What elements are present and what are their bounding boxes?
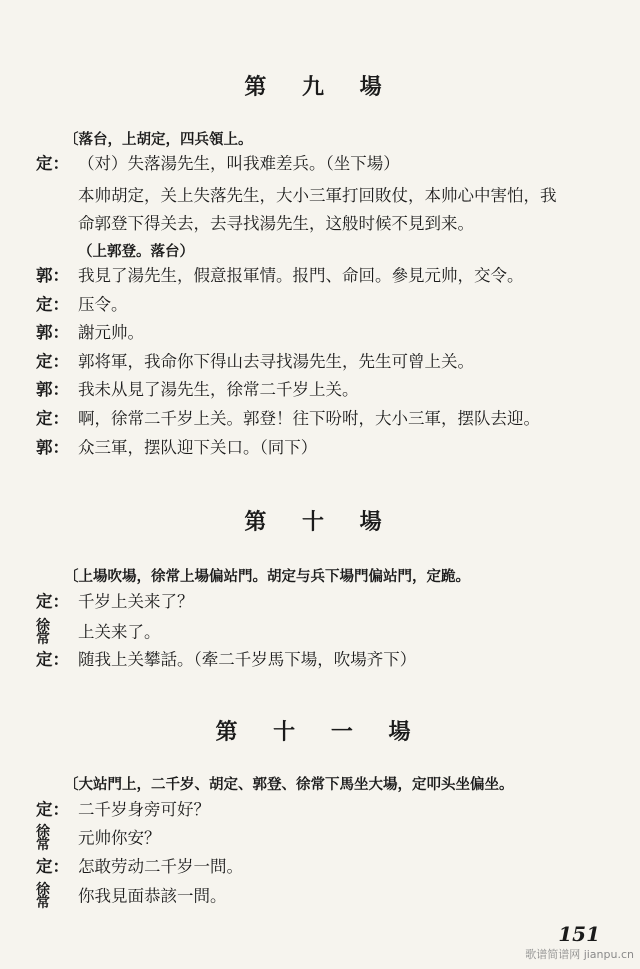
dialogue-line	[36, 436, 632, 460]
dialogue-line	[36, 620, 632, 646]
speaker: 郭：	[36, 266, 69, 285]
speaker: 定：	[36, 857, 69, 876]
line-text: 众三軍，摆队迎下关口。（同下）	[78, 438, 318, 457]
speaker: 徐 常	[36, 618, 50, 647]
speaker: 徐 常	[36, 882, 50, 911]
scene-10-stage-direction: 〔上場吹場，徐常上場偏站門。胡定与兵下場門偏站門，定跪。	[64, 568, 470, 585]
dialogue-line	[36, 350, 632, 374]
line-text: 二千岁身旁可好？	[78, 800, 210, 819]
line-text: 怎敢劳动二千岁一問。	[78, 857, 243, 876]
scene-9-stage-direction: 〔落台，上胡定，四兵領上。	[64, 131, 253, 148]
speaker: 定：	[36, 800, 69, 819]
line-text: 謝元帅。	[78, 323, 144, 342]
stage-direction: （上郭登。落台）	[78, 243, 194, 260]
speaker: 郭：	[36, 323, 69, 342]
dialogue-line	[36, 264, 632, 288]
speaker: 郭：	[36, 438, 69, 457]
dialogue-line	[36, 798, 632, 822]
speaker: 定：	[36, 592, 69, 611]
speaker: 定：	[36, 352, 69, 371]
line-text: 你我見面恭該一問。	[78, 886, 227, 906]
page-number: 151	[558, 922, 600, 946]
dialogue-continuation: 本帅胡定，关上失落先生，大小三軍打回敗仗，本帅心中害怕，我	[78, 186, 557, 205]
line-text: 上关来了。	[78, 622, 161, 642]
dialogue-line	[36, 152, 632, 176]
speaker: 徐 常	[36, 824, 50, 853]
speaker: 定：	[36, 154, 69, 173]
line-text: 啊，徐常二千岁上关。郭登！往下吩咐，大小三軍，摆队去迎。	[78, 409, 540, 428]
line-text: 郭将軍，我命你下得山去寻找湯先生，先生可曾上关。	[78, 352, 474, 371]
watermark: 歌谱简谱网 jianpu.cn	[525, 948, 634, 961]
line-text: 我未从見了湯先生，徐常二千岁上关。	[78, 380, 359, 399]
line-text: 压令。	[78, 295, 128, 314]
line-text: （对）失落湯先生，叫我难差兵。（坐下場）	[78, 154, 400, 173]
dialogue-line	[36, 855, 632, 879]
line-text: 元帅你安？	[78, 828, 161, 848]
speaker: 定：	[36, 650, 69, 669]
line-text: 随我上关攀話。（牽二千岁馬下場，吹場齐下）	[78, 650, 417, 669]
speaker: 定：	[36, 409, 69, 428]
scene-10-title: 第 十 場	[244, 509, 396, 535]
speaker: 定：	[36, 295, 69, 314]
line-text: 我見了湯先生，假意报軍情。报門、命回。參見元帅，交令。	[78, 266, 524, 285]
dialogue-line	[36, 293, 632, 317]
line-text: 千岁上关来了？	[78, 592, 194, 611]
dialogue-line	[36, 826, 632, 852]
scene-11-title: 第 十 一 場	[215, 719, 425, 745]
dialogue-line	[36, 378, 632, 402]
dialogue-line	[36, 590, 632, 614]
dialogue-line	[36, 407, 632, 431]
scene-9-title: 第 九 場	[244, 74, 396, 100]
speaker: 郭：	[36, 380, 69, 399]
scene-11-stage-direction: 〔大站門上，二千岁、胡定、郭登、徐常下馬坐大場，定叩头坐偏坐。	[64, 776, 514, 793]
dialogue-line	[36, 321, 632, 345]
dialogue-line	[36, 648, 632, 672]
dialogue-continuation: 命郭登下得关去，去寻找湯先生，这般时候不見到来。	[78, 214, 474, 233]
dialogue-line	[36, 884, 632, 910]
